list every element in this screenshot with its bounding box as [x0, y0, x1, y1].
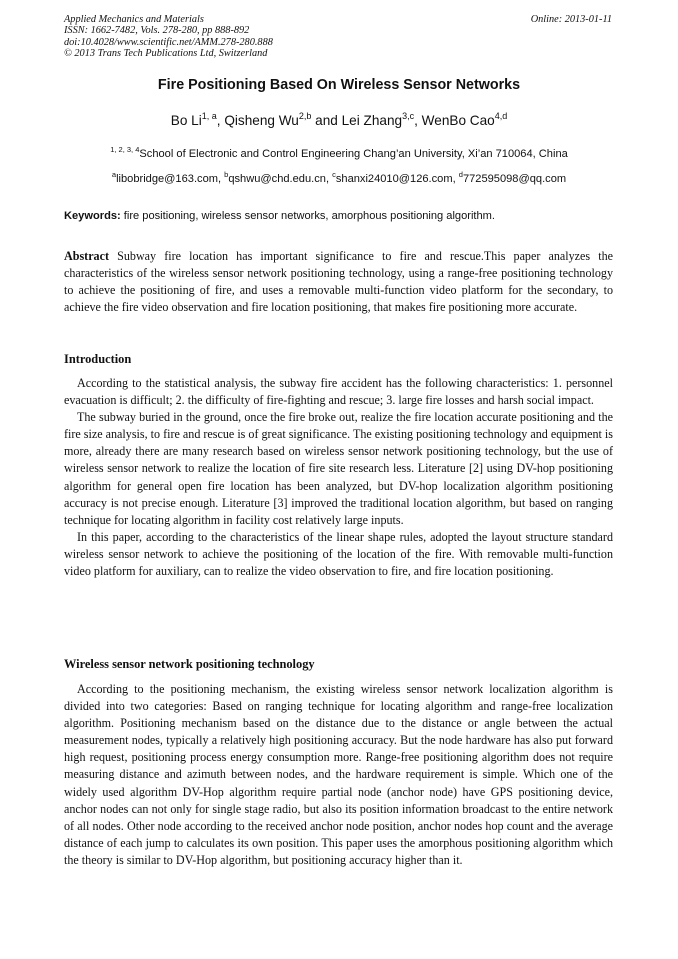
introduction-body — [64, 375, 613, 580]
paragraph: According to the statistical analysis, the subway fire accident has the following characteristics: 1. personnel evacuation is difficult; 2. the difficulty of fire-fighting and rescue; 3. large fire losses and harsh social impact. — [64, 376, 613, 408]
author-affil-mark: 1, a — [201, 111, 217, 121]
author-affil-mark: 4,d — [494, 111, 508, 121]
email-mark: b — [224, 170, 229, 179]
issn-line: ISSN: 1662-7482, Vols. 278-280, pp 888-892 — [64, 25, 250, 37]
email-list — [0, 170, 678, 185]
keywords-label: Keywords: — [64, 210, 121, 222]
affiliation — [0, 145, 678, 160]
section-heading-introduction: Introduction — [64, 352, 132, 366]
email-address[interactable]: libobridge@163.com — [116, 173, 218, 185]
affiliation-text: School of Electronic and Control Engineering Chang’an University, Xi’an 710064, China — [139, 148, 568, 160]
author-name: Lei Zhang — [341, 113, 403, 128]
paragraph: The subway buried in the ground, once the fire broke out, realize the fire location accurate positioning and the fire size analysis, to fire and rescue is of great significance. The existing positioning technology and equipment is more, already there are many research based on wireless sensor network positioning technology, but the use of wireless sensor network to realize the location of fire site research less. Literature [2] using DV-hop positioning algorithm for general open fire location has been analyzed, but DV-hop localization algorithm positioning accuracy is not precise enough. Literature [3] improved the traditional location algorithm, but based on ranging technique for locating algorithm in facility cost relatively large inputs. — [64, 410, 613, 527]
running-header — [64, 14, 424, 60]
affiliation-mark: 1, 2, 3, 4 — [110, 145, 140, 154]
email-separator: , — [452, 173, 459, 185]
author-affil-mark: 2,b — [298, 111, 312, 121]
paper-title: Fire Positioning Based On Wireless Sensor Networks — [157, 77, 521, 93]
journal-name: Applied Mechanics and Materials — [64, 14, 204, 25]
wsn-body — [64, 681, 613, 869]
email-mark: c — [332, 170, 336, 179]
author-list — [0, 113, 678, 128]
abstract — [64, 248, 613, 316]
abstract-label: Abstract — [64, 249, 110, 263]
abstract-text: Subway fire location has important significance to fire and rescue.This paper analyzes the characteristics of the wireless sensor network positioning technology, using a range-free positioning technology to achieve the positioning of fire, and uses a removable multi-function video platform for the secondary, to achieve the fire video observation and fire location positioning, that makes fire positioning more accurate. — [64, 249, 613, 315]
author-name: Bo Li — [170, 113, 202, 128]
online-date: Online: 2013-01-11 — [530, 14, 612, 25]
author-name: WenBo Cao — [421, 113, 495, 128]
paragraph: According to the positioning mechanism, the existing wireless sensor network localization algorithm is divided into two categories: Based on ranging technique for locating algorithm and range-free localization algorithm. Positioning mechanism based on the distance due to the distance or angle between the actual measurement nodes, typically a relatively high positioning accuracy. But the node hardware has also put forward high request, positioning process energy consumption more. Range-free positioning algorithm does not require measuring distance and azimuth between nodes, and the hardware requirement is simple. Which one of the widely used algorithm DV-Hop algorithm require partial node (anchor node) have GPS positioning device, anchor nodes can not only for single stage radio, but also its position information broadcast to the entire network of all nodes. Other node according to the received anchor node position, anchor nodes hop count and the average distance of each jump to calculates its own position. This paper uses the amorphous positioning algorithm which the theory is similar to DV-Hop algorithm, but positioning accuracy higher than it. — [64, 682, 613, 867]
email-address[interactable]: shanxi24010@126.com — [335, 173, 453, 185]
section-heading-wsn: Wireless sensor network positioning technology — [64, 657, 315, 671]
author-affil-mark: 3,c — [402, 111, 415, 121]
email-address[interactable]: 772595098@qq.com — [462, 173, 567, 185]
email-mark: a — [111, 170, 117, 179]
email-address[interactable]: qshwu@chd.edu.cn — [228, 173, 326, 185]
email-mark: d — [458, 170, 463, 179]
doi-line: doi:10.4028/www.scientific.net/AMM.278-280.888 — [64, 36, 273, 48]
author-separator: , — [414, 113, 422, 128]
keywords-text: fire positioning, wireless sensor networks, amorphous positioning algorithm. — [120, 210, 496, 222]
author-separator: , — [216, 113, 225, 128]
paragraph: In this paper, according to the characteristics of the linear shape rules, adopted the layout structure standard wireless sensor network to achieve the positioning of the location of the fire. With removable multi-function video platform for auxiliary, can to realize the video observation to fire, and fire location positioning. — [64, 529, 613, 579]
author-name: Qisheng Wu — [224, 113, 299, 128]
email-separator: , — [325, 173, 333, 185]
keywords — [64, 210, 624, 222]
author-separator: and — [311, 113, 342, 128]
copyright-line: © 2013 Trans Tech Publications Ltd, Switzerland — [64, 48, 268, 60]
email-separator: , — [217, 173, 225, 185]
